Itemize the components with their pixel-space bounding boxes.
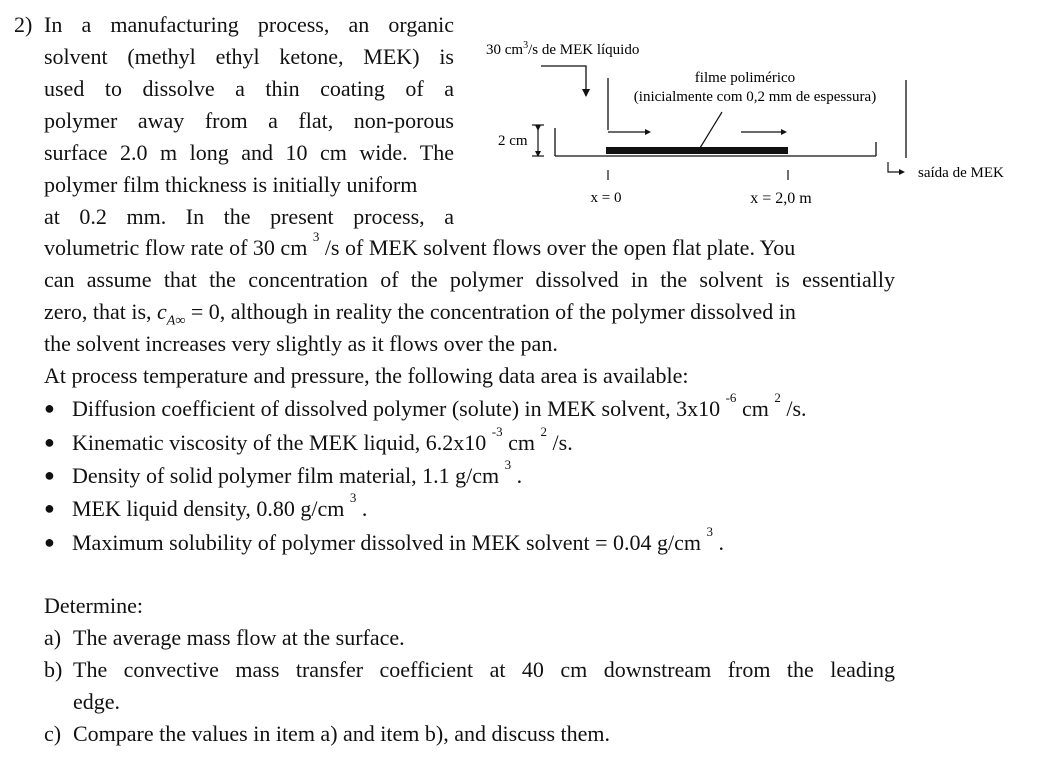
problem-number: 2) xyxy=(14,12,33,37)
text-line-11: the solvent increases very slightly as it flows over the pan. xyxy=(44,331,558,356)
inlet-arrow xyxy=(541,66,586,96)
text-line-8: volumetric flow rate of 30 cm $^3$ /s of MEK solvent flows over the open flat plate. You xyxy=(44,229,796,260)
question-c-label: c) xyxy=(44,721,62,746)
question-a-label: a) xyxy=(44,625,62,650)
intro-line-2: solvent (methyl ethyl ketone, MEK) is xyxy=(44,44,454,69)
question-b-continuation: edge. xyxy=(73,689,121,714)
x0-label: x = 0 xyxy=(590,190,622,206)
outlet-label: saída de MEK xyxy=(918,165,1004,181)
bullet-item-2: Kinematic viscosity of the MEK liquid, 6.2x10 $^{-3}$ cm $^2$ /s. xyxy=(72,424,573,455)
bullet-dot: ● xyxy=(44,498,55,518)
polymer-film xyxy=(606,147,788,154)
data-intro: At process temperature and pressure, the following data area is available: xyxy=(44,363,689,388)
intro-line-1: In a manufacturing process, an organic xyxy=(44,12,454,37)
bullet-item-1: Diffusion coefficient of dissolved polymer (solute) in MEK solvent, 3x10 $^{-6}$ cm $^2$ /s. xyxy=(72,390,807,421)
x2-label: x = 2,0 m xyxy=(750,190,812,207)
intro-line-3: used to dissolve a thin coating of a xyxy=(44,76,454,101)
intro-line-6: polymer film thickness is initially uniform xyxy=(44,172,418,197)
flow-diagram xyxy=(470,30,1035,215)
text-line-10: zero, that is, $c_{A\infty} = 0$, although in reality the concentration of the polymer dissolved in xyxy=(44,299,796,329)
question-b-text: The convective mass transfer coefficient at 40 cm downstream from the leading xyxy=(73,657,895,682)
question-c-text: Compare the values in item a) and item b), and discuss them. xyxy=(73,721,611,746)
outlet-arrow xyxy=(888,162,902,172)
intro-line-5: surface 2.0 m long and 10 cm wide. The xyxy=(44,140,454,165)
question-a-text: The average mass flow at the surface. xyxy=(73,625,405,650)
inlet-label: 30 $cm^3/s$ de MEK líquido xyxy=(486,40,640,58)
bullet-dot: ● xyxy=(44,432,55,452)
film-leader-line xyxy=(700,112,722,148)
height-label: 2 cm xyxy=(498,133,528,149)
film-label-1: filme polimérico xyxy=(694,70,796,86)
bullet-dot: ● xyxy=(44,532,55,552)
intro-line-7: at 0.2 mm. In the present process, a xyxy=(44,204,454,229)
bullet-item-3: Density of solid polymer film material, 1.1 g/cm $^3$ . xyxy=(72,457,523,488)
intro-line-4: polymer away from a flat, non-porous xyxy=(44,108,454,133)
determine-heading: Determine: xyxy=(44,593,143,618)
question-b-label: b) xyxy=(44,657,63,682)
bullet-item-5: Maximum solubility of polymer dissolved in MEK solvent = 0.04 g/cm $^3$ . xyxy=(72,524,724,555)
film-label-2: (inicialmente com 0,2 mm de espessura) xyxy=(633,89,877,105)
bullet-dot: ● xyxy=(44,398,55,418)
bullet-dot: ● xyxy=(44,465,55,485)
bullet-item-4: MEK liquid density, 0.80 g/cm $^3$ . xyxy=(72,490,368,521)
text-line-9: can assume that the concentration of the polymer dissolved in the solvent is essentially xyxy=(44,267,895,292)
